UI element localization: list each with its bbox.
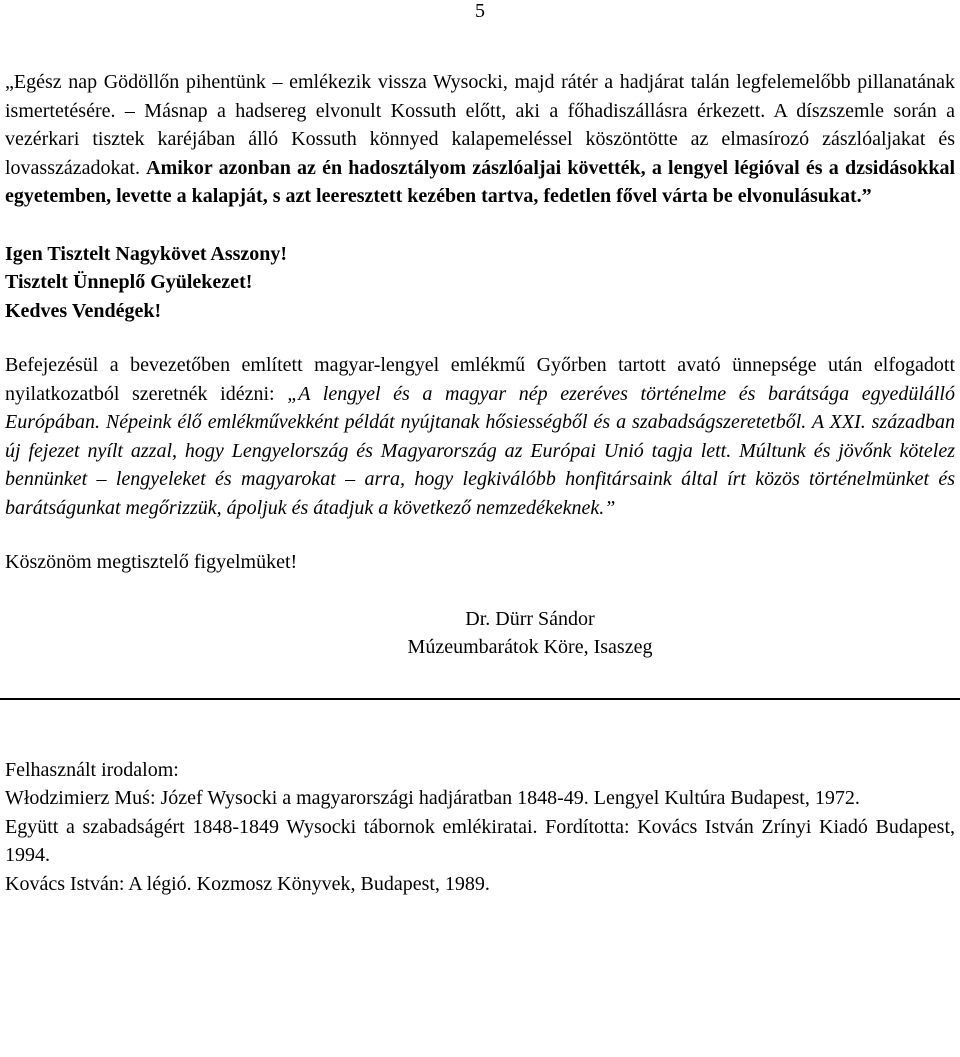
signature-block [305, 605, 755, 662]
reference-item: Kovács István: A légió. Kozmosz Könyvek, Budapest, 1989. [5, 872, 490, 895]
document-body [5, 68, 955, 898]
reference-item: Együtt a szabadságért 1848-1849 Wysocki tábornok emlékiratai. Fordította: Kovács István Zrínyi Kiadó Budapest, 1994. [5, 815, 955, 866]
reference-item: Włodzimierz Muś: Józef Wysocki a magyarországi hadjáratban 1848-49. Lengyel Kultúra Budapest, 1972. [5, 787, 860, 809]
closing-paragraph-quote: „A lengyel és a magyar nép ezeréves történelme és barátsága egyedülálló Európában. Népeink élő emlékművekként példát nyújtanak hősiességből és a szabadságszeretetből. A XXI. században új fejezet nyílt azzal, hogy Lengyelország és Magyarország az Európai Unió tagja lett. Múltunk és jövőnk kötelez bennünket – lengyeleket és magyarokat – arra, hogy legkiválóbb honfitársaink által írt közös történelmünket és barátságunkat megőrizzük, ápoljuk és átadjuk a következő nemzedékeknek.” [5, 382, 955, 519]
salutation-line: Kedves Vendégek! [5, 299, 162, 322]
quote-paragraph-normal-text: „Egész nap Gödöllőn pihentünk – emlékezik vissza Wysocki, majd rátér a hadjárat talán legfelemelőbb pillanatának ismertetésére. – Másnap a hadsereg elvonult Kossuth előtt, aki a főhadiszállásra érkezett. A díszszemle során a vezérkari tisztek karéjában álló Kossuth könnyed kalapemeléssel köszöntötte az elmasírozó zászlóaljakat és lovasszázadokat. [5, 71, 955, 179]
salutation-line: Tisztelt Ünneplő Gyülekezet! [5, 271, 253, 293]
references-section [5, 756, 955, 899]
thanks-line: Köszönöm megtisztelő figyelmüket! [5, 551, 298, 573]
signature-organization: Múzeumbarátok Köre, Isaszeg [407, 636, 653, 658]
references-heading: Felhasznált irodalom: [5, 758, 179, 781]
salutation-line: Igen Tisztelt Nagykövet Asszony! [5, 242, 288, 265]
horizontal-divider [0, 698, 960, 700]
quote-paragraph-bold-text: Amikor azonban az én hadosztályom zászlóaljai követték, a lengyel légióval és a dzsidásokkal egyetemben, levette a kalapját, s azt leeresztett kezében tartva, fedetlen fővel várta be elvonulásukat.” [5, 156, 956, 207]
closing-paragraph [5, 351, 955, 522]
salutation-block [5, 240, 955, 326]
page-number: 5 [475, 0, 485, 22]
signature-name: Dr. Dürr Sándor [465, 607, 595, 630]
quote-paragraph [5, 68, 955, 211]
closing-paragraph-intro: Befejezésül a bevezetőben említett magyar-lengyel emlékmű Győrben tartott avató ünnepsége után elfogadott nyilatkozatból szeretnék idézni: [5, 354, 955, 405]
